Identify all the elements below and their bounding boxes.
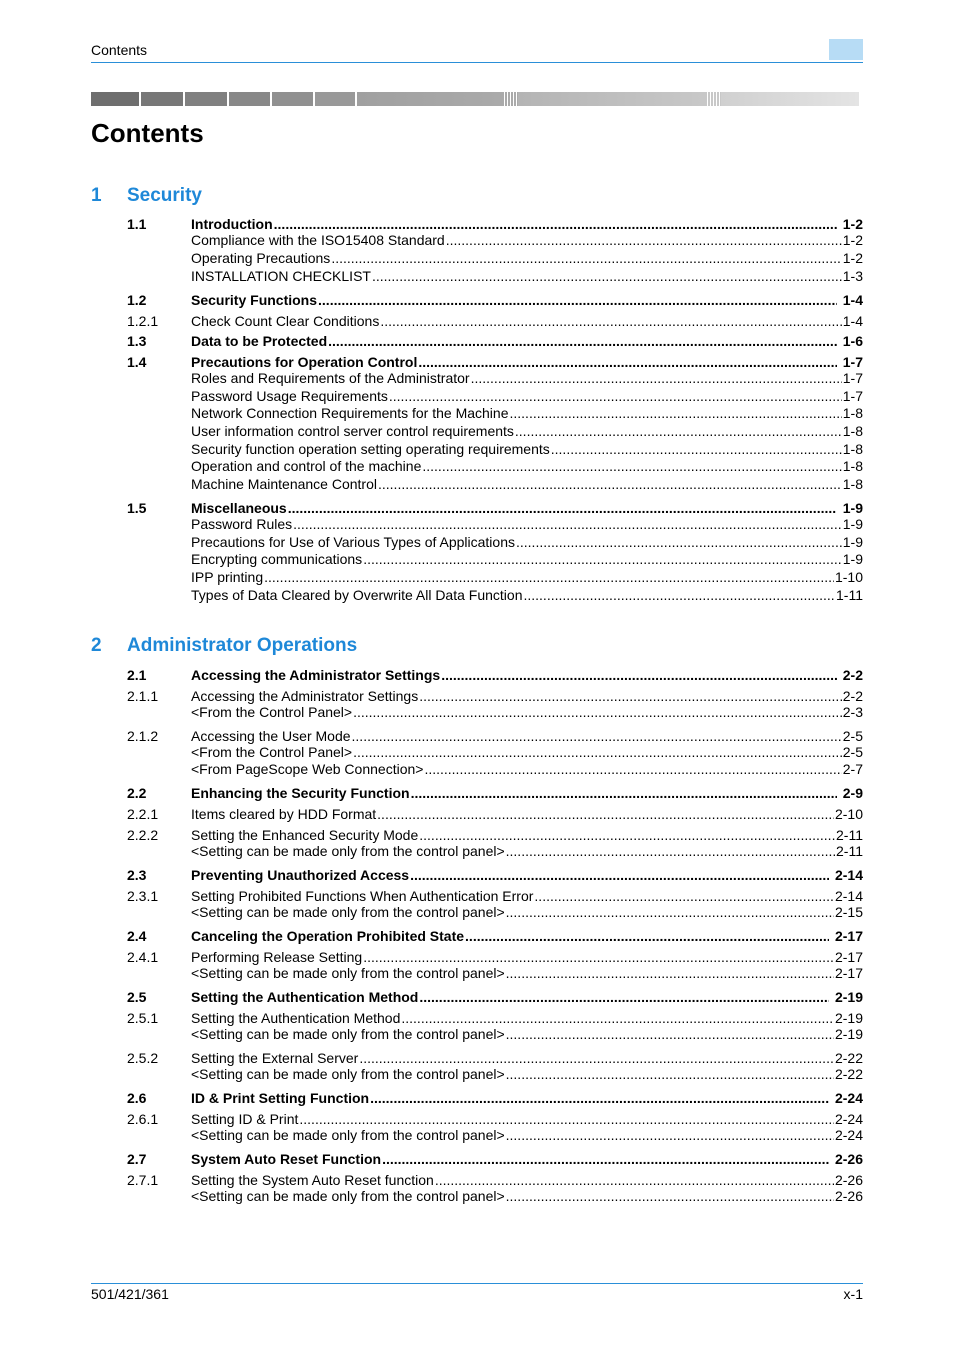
toc-entry[interactable] bbox=[127, 1111, 863, 1127]
toc-entry-page: 2-7 bbox=[842, 761, 863, 777]
dot-leader bbox=[418, 989, 829, 1005]
toc-entry-line bbox=[191, 965, 863, 981]
dot-leader bbox=[327, 333, 837, 349]
toc-entry-line bbox=[191, 928, 863, 944]
toc-entry-title: ID & Print Setting Function bbox=[191, 1090, 370, 1106]
toc-entry-line bbox=[191, 250, 863, 266]
dot-leader bbox=[505, 904, 834, 920]
toc-entry-title: <Setting can be made only from the control panel> bbox=[191, 904, 505, 920]
header-tab-marker bbox=[829, 39, 863, 60]
dot-leader bbox=[352, 744, 842, 760]
toc-entry-title: Operation and control of the machine bbox=[191, 458, 422, 474]
toc-entry-title: Precautions for Operation Control bbox=[191, 354, 418, 370]
toc-entry[interactable] bbox=[127, 785, 863, 801]
toc-entry[interactable] bbox=[127, 370, 863, 386]
toc-entry-title: Accessing the User Mode bbox=[191, 728, 351, 744]
toc-entry[interactable] bbox=[127, 476, 863, 492]
dot-leader bbox=[470, 370, 842, 386]
toc-entry-title: Setting the External Server bbox=[191, 1050, 359, 1066]
toc-entry-title: Data to be Protected bbox=[191, 333, 328, 349]
toc-entry-page: 1-9 bbox=[842, 551, 863, 567]
dot-leader bbox=[522, 587, 835, 603]
toc-entry-page: 1-8 bbox=[842, 476, 863, 492]
toc-entry-number: 2.2.2 bbox=[127, 827, 159, 843]
toc-entry[interactable] bbox=[127, 667, 863, 683]
toc-entry-page: 2-17 bbox=[834, 965, 863, 981]
toc-entry[interactable] bbox=[127, 423, 863, 439]
toc-entry-number: 2.6.1 bbox=[127, 1111, 159, 1127]
toc-entry-page: 1-6 bbox=[837, 333, 863, 349]
toc-entry-line bbox=[191, 388, 863, 404]
dot-leader bbox=[352, 704, 842, 720]
toc-entry-title: Compliance with the ISO15408 Standard bbox=[191, 232, 445, 248]
page-title: Contents bbox=[91, 118, 204, 148]
toc-entry-title: Types of Data Cleared by Overwrite All Data Function bbox=[191, 587, 523, 603]
dot-leader bbox=[515, 534, 842, 550]
toc-entry-title: Precautions for Use of Various Types of Applications bbox=[191, 534, 515, 550]
dot-leader bbox=[505, 1026, 834, 1042]
toc-entry[interactable] bbox=[127, 441, 863, 457]
toc-entry[interactable] bbox=[127, 534, 863, 550]
toc-entry[interactable] bbox=[127, 965, 863, 981]
toc-entry-page: 1-3 bbox=[842, 268, 863, 284]
dot-leader bbox=[330, 250, 841, 266]
toc-entry-number: 2.2.1 bbox=[127, 806, 159, 822]
toc-entry-title: <Setting can be made only from the control panel> bbox=[191, 1188, 505, 1204]
toc-entry-line bbox=[191, 313, 863, 329]
toc-entry-title: Security Functions bbox=[191, 292, 318, 308]
toc-entry-line bbox=[191, 1172, 863, 1188]
dot-leader bbox=[362, 551, 842, 567]
dot-leader bbox=[417, 354, 836, 370]
toc-entry[interactable] bbox=[127, 354, 863, 370]
toc-entry-line bbox=[191, 1127, 863, 1143]
toc-entry-page: 2-24 bbox=[829, 1090, 863, 1106]
dot-leader bbox=[421, 458, 841, 474]
toc-entry-page: 2-14 bbox=[829, 867, 863, 883]
toc-entry-page: 1-2 bbox=[842, 232, 863, 248]
dot-leader bbox=[400, 1010, 834, 1026]
toc-entry-title: Password Usage Requirements bbox=[191, 388, 388, 404]
chapter-number: 1 bbox=[91, 185, 102, 206]
dot-leader bbox=[410, 785, 837, 801]
chapter-heading bbox=[91, 635, 357, 657]
toc-entry-page: 2-14 bbox=[834, 888, 863, 904]
toc-entry-title: <Setting can be made only from the control panel> bbox=[191, 1026, 505, 1042]
toc-entry-page: 1-7 bbox=[842, 370, 863, 386]
toc-entry-line bbox=[191, 232, 863, 248]
toc-entry-page: 2-19 bbox=[834, 1026, 863, 1042]
dot-leader bbox=[317, 292, 837, 308]
toc-entry-number: 2.1.1 bbox=[127, 688, 159, 704]
dot-leader bbox=[505, 965, 834, 981]
toc-entry-title: IPP printing bbox=[191, 569, 264, 585]
toc-entry-line bbox=[191, 441, 863, 457]
toc-entry[interactable] bbox=[127, 949, 863, 965]
toc-entry[interactable] bbox=[127, 1188, 863, 1204]
dot-leader bbox=[533, 888, 834, 904]
dot-leader bbox=[351, 728, 842, 744]
toc-entry-line bbox=[191, 423, 863, 439]
toc-entry-page: 2-19 bbox=[834, 1010, 863, 1026]
toc-entry-page: 1-2 bbox=[837, 216, 863, 232]
toc-entry-page: 2-26 bbox=[834, 1172, 863, 1188]
toc-entry-page: 2-9 bbox=[837, 785, 863, 801]
toc-entry-page: 1-9 bbox=[842, 516, 863, 532]
dot-leader bbox=[505, 1188, 834, 1204]
toc-entry-page: 2-5 bbox=[842, 728, 863, 744]
dot-leader bbox=[298, 1111, 834, 1127]
toc-entry-title: Setting the Authentication Method bbox=[191, 989, 419, 1005]
toc-entry[interactable] bbox=[127, 761, 863, 777]
dot-leader bbox=[381, 1151, 829, 1167]
toc-entry[interactable] bbox=[127, 1127, 863, 1143]
toc-entry-title: Miscellaneous bbox=[191, 500, 287, 516]
toc-entry[interactable] bbox=[127, 458, 863, 474]
toc-entry-line bbox=[191, 292, 863, 308]
toc-entry-number: 2.7 bbox=[127, 1151, 147, 1167]
toc-entry[interactable] bbox=[127, 843, 863, 859]
toc-entry-number: 1.2.1 bbox=[127, 313, 159, 329]
toc-entry-line bbox=[191, 704, 863, 720]
toc-entry-title: Preventing Unauthorized Access bbox=[191, 867, 410, 883]
toc-entry-title: Enhancing the Security Function bbox=[191, 785, 410, 801]
toc-entry-title: <Setting can be made only from the control panel> bbox=[191, 843, 505, 859]
dot-leader bbox=[371, 268, 842, 284]
toc-entry[interactable] bbox=[127, 1010, 863, 1026]
toc-entry-line bbox=[191, 405, 863, 421]
toc-entry-page: 2-26 bbox=[829, 1151, 863, 1167]
toc-entry[interactable] bbox=[127, 516, 863, 532]
toc-entry-title: Encrypting communications bbox=[191, 551, 363, 567]
toc-entry-line bbox=[191, 989, 863, 1005]
toc-entry-page: 2-17 bbox=[829, 928, 863, 944]
toc-entry-page: 1-9 bbox=[842, 534, 863, 550]
toc-entry-title: <From PageScope Web Connection> bbox=[191, 761, 424, 777]
toc-entry-line bbox=[191, 1026, 863, 1042]
toc-entry-line bbox=[191, 516, 863, 532]
toc-entry-line bbox=[191, 1111, 863, 1127]
toc-entry[interactable] bbox=[127, 1172, 863, 1188]
toc-entry-title: Security function operation setting operating requirements bbox=[191, 441, 550, 457]
chapter-title: Administrator Operations bbox=[127, 635, 358, 656]
toc-entry-title: <Setting can be made only from the control panel> bbox=[191, 1127, 505, 1143]
footer-page-number: x-1 bbox=[843, 1286, 863, 1302]
toc-entry-title: <From the Control Panel> bbox=[191, 704, 353, 720]
dot-leader bbox=[377, 476, 842, 492]
toc-entry-number: 1.4 bbox=[127, 354, 147, 370]
toc-entry-title: Check Count Clear Conditions bbox=[191, 313, 380, 329]
toc-entry-title: <From the Control Panel> bbox=[191, 744, 353, 760]
toc-entry-page: 1-10 bbox=[834, 569, 863, 585]
dot-leader bbox=[273, 216, 837, 232]
toc-entry-line bbox=[191, 904, 863, 920]
toc-entry-line bbox=[191, 333, 863, 349]
toc-entry-line bbox=[191, 744, 863, 760]
dot-leader bbox=[362, 949, 834, 965]
toc-entry-title: Password Rules bbox=[191, 516, 293, 532]
toc-entry-number: 2.3.1 bbox=[127, 888, 159, 904]
toc-entry-title: Items cleared by HDD Format bbox=[191, 806, 377, 822]
toc-entry[interactable] bbox=[127, 904, 863, 920]
toc-entry[interactable] bbox=[127, 216, 863, 232]
toc-entry-line bbox=[191, 949, 863, 965]
dot-leader bbox=[369, 1090, 829, 1106]
chapter-heading bbox=[91, 185, 202, 207]
toc-entry-page: 2-11 bbox=[836, 827, 863, 843]
toc-entry[interactable] bbox=[127, 688, 863, 704]
toc-entry-line bbox=[191, 761, 863, 777]
toc-entry-number: 2.7.1 bbox=[127, 1172, 159, 1188]
toc-entry[interactable] bbox=[127, 313, 863, 329]
toc-entry[interactable] bbox=[127, 250, 863, 266]
dot-leader bbox=[423, 761, 841, 777]
toc-entry[interactable] bbox=[127, 405, 863, 421]
toc-entry-line bbox=[191, 1090, 863, 1106]
dot-leader bbox=[464, 928, 829, 944]
dot-leader bbox=[418, 827, 835, 843]
toc-entry[interactable] bbox=[127, 806, 863, 822]
toc-entry[interactable] bbox=[127, 1151, 863, 1167]
dot-leader bbox=[376, 806, 834, 822]
toc-entry-title: Network Connection Requirements for the Machine bbox=[191, 405, 509, 421]
toc-entry-line bbox=[191, 551, 863, 567]
toc-entry[interactable] bbox=[127, 827, 863, 843]
chapter-title: Security bbox=[127, 185, 202, 206]
toc-entry-number: 2.5.1 bbox=[127, 1010, 159, 1026]
toc-entry[interactable] bbox=[127, 232, 863, 248]
toc-entry-number: 2.5.2 bbox=[127, 1050, 159, 1066]
toc-entry[interactable] bbox=[127, 551, 863, 567]
toc-entry-number: 2.5 bbox=[127, 989, 147, 1005]
decorative-band bbox=[91, 92, 863, 106]
dot-leader bbox=[379, 313, 841, 329]
toc-entry-line bbox=[191, 827, 863, 843]
toc-entry[interactable] bbox=[127, 744, 863, 760]
toc-entry-line bbox=[191, 587, 863, 603]
toc-entry[interactable] bbox=[127, 1050, 863, 1066]
toc-entry-line bbox=[191, 843, 863, 859]
toc-entry-line bbox=[191, 569, 863, 585]
toc-entry-number: 1.3 bbox=[127, 333, 147, 349]
toc-entry[interactable] bbox=[127, 1066, 863, 1082]
toc-entry-line bbox=[191, 1188, 863, 1204]
toc-entry-line bbox=[191, 806, 863, 822]
toc-entry-page: 1-8 bbox=[842, 441, 863, 457]
chapter-number: 2 bbox=[91, 635, 102, 656]
footer-rule bbox=[91, 1283, 863, 1284]
toc-entry-page: 2-2 bbox=[842, 688, 863, 704]
toc-entry-page: 2-15 bbox=[834, 904, 863, 920]
toc-entry-page: 1-7 bbox=[842, 388, 863, 404]
toc-entry[interactable] bbox=[127, 704, 863, 720]
toc-entry-number: 2.6 bbox=[127, 1090, 147, 1106]
toc-entry-page: 1-7 bbox=[837, 354, 863, 370]
toc-entry-page: 2-17 bbox=[834, 949, 863, 965]
header-title: Contents bbox=[91, 42, 148, 58]
toc-entry-number: 1.2 bbox=[127, 292, 147, 308]
toc-entry-page: 2-24 bbox=[834, 1127, 863, 1143]
toc-entry[interactable] bbox=[127, 388, 863, 404]
dot-leader bbox=[509, 405, 842, 421]
dot-leader bbox=[445, 232, 842, 248]
toc-entry-number: 2.4.1 bbox=[127, 949, 159, 965]
dot-leader bbox=[292, 516, 842, 532]
toc-entry-line bbox=[191, 268, 863, 284]
toc-entry[interactable] bbox=[127, 888, 863, 904]
toc-entry[interactable] bbox=[127, 728, 863, 744]
toc-entry-title: System Auto Reset Function bbox=[191, 1151, 382, 1167]
toc-entry[interactable] bbox=[127, 333, 863, 349]
toc-entry-title: Canceling the Operation Prohibited State bbox=[191, 928, 465, 944]
toc-entry-page: 1-2 bbox=[842, 250, 863, 266]
toc-entry-line bbox=[191, 888, 863, 904]
dot-leader bbox=[505, 1066, 834, 1082]
toc-entry-line bbox=[191, 1050, 863, 1066]
dot-leader bbox=[287, 500, 837, 516]
dot-leader bbox=[440, 667, 837, 683]
toc-entry[interactable] bbox=[127, 928, 863, 944]
dot-leader bbox=[434, 1172, 834, 1188]
toc-entry-title: Setting the Enhanced Security Mode bbox=[191, 827, 419, 843]
footer-model: 501/421/361 bbox=[91, 1286, 169, 1302]
toc-entry-page: 1-11 bbox=[836, 587, 863, 603]
toc-entry-page: 2-22 bbox=[834, 1066, 863, 1082]
toc-entry-title: <Setting can be made only from the control panel> bbox=[191, 965, 505, 981]
toc-entry-page: 2-5 bbox=[842, 744, 863, 760]
toc-entry-number: 2.2 bbox=[127, 785, 147, 801]
dot-leader bbox=[514, 423, 842, 439]
toc-entry-line bbox=[191, 354, 863, 370]
toc-entry[interactable] bbox=[127, 268, 863, 284]
dot-leader bbox=[505, 843, 835, 859]
toc-entry-line bbox=[191, 1066, 863, 1082]
toc-entry[interactable] bbox=[127, 1026, 863, 1042]
toc-entry-title: INSTALLATION CHECKLIST bbox=[191, 268, 371, 284]
toc-entry-title: Accessing the Administrator Settings bbox=[191, 688, 419, 704]
toc-entry-title: Setting the System Auto Reset function bbox=[191, 1172, 434, 1188]
toc-entry-page: 2-3 bbox=[842, 704, 863, 720]
dot-leader bbox=[263, 569, 834, 585]
toc-entry-page: 1-8 bbox=[842, 423, 863, 439]
toc-entry-page: 1-4 bbox=[837, 292, 863, 308]
toc-entry-page: 2-2 bbox=[837, 667, 863, 683]
toc-entry-line bbox=[191, 476, 863, 492]
toc-entry-page: 1-8 bbox=[842, 458, 863, 474]
toc-entry[interactable] bbox=[127, 989, 863, 1005]
dot-leader bbox=[358, 1050, 834, 1066]
toc-entry-title: Machine Maintenance Control bbox=[191, 476, 377, 492]
toc-entry-page: 2-10 bbox=[834, 806, 863, 822]
toc-entry-line bbox=[191, 1010, 863, 1026]
dot-leader bbox=[505, 1127, 834, 1143]
toc-entry-page: 2-26 bbox=[834, 1188, 863, 1204]
toc-entry-title: Setting the Authentication Method bbox=[191, 1010, 401, 1026]
toc-entry-line bbox=[191, 458, 863, 474]
toc-entry[interactable] bbox=[127, 1090, 863, 1106]
toc-entry[interactable] bbox=[127, 292, 863, 308]
toc-entry-number: 1.5 bbox=[127, 500, 147, 516]
toc-entry-title: Setting Prohibited Functions When Authentication Error bbox=[191, 888, 534, 904]
toc-entry-title: Roles and Requirements of the Administrator bbox=[191, 370, 470, 386]
toc-entry-title: Operating Precautions bbox=[191, 250, 331, 266]
toc-entry-line bbox=[191, 867, 863, 883]
toc-entry-title: <Setting can be made only from the control panel> bbox=[191, 1066, 505, 1082]
toc-entry-line bbox=[191, 500, 863, 516]
dot-leader bbox=[388, 388, 842, 404]
toc-entry-page: 2-24 bbox=[834, 1111, 863, 1127]
toc-entry-number: 2.1 bbox=[127, 667, 147, 683]
toc-entry-line bbox=[191, 370, 863, 386]
toc-entry-title: Setting ID & Print bbox=[191, 1111, 299, 1127]
toc-entry-number: 1.1 bbox=[127, 216, 147, 232]
toc-entry-number: 2.1.2 bbox=[127, 728, 159, 744]
toc-entry-title: User information control server control requirements bbox=[191, 423, 514, 439]
toc-entry[interactable] bbox=[127, 569, 863, 585]
toc-entry-page: 1-4 bbox=[842, 313, 863, 329]
toc-entry-line bbox=[191, 534, 863, 550]
toc-entry-page: 2-19 bbox=[829, 989, 863, 1005]
dot-leader bbox=[550, 441, 842, 457]
toc-entry-number: 2.4 bbox=[127, 928, 147, 944]
toc-entry-page: 1-9 bbox=[837, 500, 863, 516]
toc-entry-line bbox=[191, 688, 863, 704]
toc-entry-line bbox=[191, 216, 863, 232]
toc-entry[interactable] bbox=[127, 867, 863, 883]
header-rule bbox=[91, 62, 863, 63]
toc-entry[interactable] bbox=[127, 500, 863, 516]
toc-entry-number: 2.3 bbox=[127, 867, 147, 883]
toc-entry[interactable] bbox=[127, 587, 863, 603]
toc-entry-page: 1-8 bbox=[842, 405, 863, 421]
toc-entry-title: Introduction bbox=[191, 216, 273, 232]
dot-leader bbox=[409, 867, 829, 883]
dot-leader bbox=[418, 688, 842, 704]
toc-entry-page: 2-22 bbox=[834, 1050, 863, 1066]
toc-entry-line bbox=[191, 1151, 863, 1167]
toc-entry-page: 2-11 bbox=[836, 843, 863, 859]
toc-entry-line bbox=[191, 785, 863, 801]
toc-entry-title: Accessing the Administrator Settings bbox=[191, 667, 441, 683]
toc-entry-title: Performing Release Setting bbox=[191, 949, 363, 965]
toc-entry-line bbox=[191, 667, 863, 683]
toc-entry-line bbox=[191, 728, 863, 744]
